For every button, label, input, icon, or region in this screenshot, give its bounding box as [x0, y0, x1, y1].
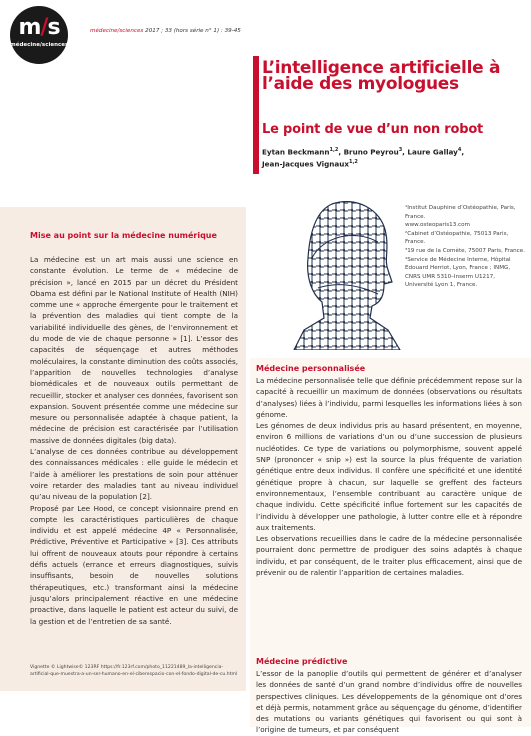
author-name: Bruno Peyrou: [343, 147, 399, 157]
article-title: L’intelligence artificielle à l’aide des myologues: [262, 58, 501, 94]
section-heading-digital-medicine: Mise au point sur la médecine numérique: [30, 231, 217, 240]
logo-letter-s: s: [47, 15, 60, 40]
right-body-text-2: [256, 668, 522, 736]
author-name: Jean-Jacques Vignaux: [262, 159, 349, 169]
paragraph: La médecine est un art mais aussi une science en constante évolution. Le terme de « médecine de précision », lancé en 2015 par un décret du Président Obama est défini par le National Institute of Health (NIH) comme une « approche émergente pour le traitement et la prévention des maladies qui tient compte de la variabilité individuelle des gènes, de l’environnement et du mode de vie de chaque personne » [1]. L’essor des capacités de séquençage et autres méthodes moléculaires, la constante diminution des coûts associés, l’apparition de nouvelles technologies d’analyse biomédicales et de nouveaux outils permettant de recueillir, stocker et analyser ces données, favorisent son expansion. Souvent présentée comme une médecine sur mesure ou personnalisée adaptée à chaque patient, la médecine de précision est caractérisée par l’utilisation massive de données digitales (big data).: [30, 255, 238, 445]
affiliation: ³19 rue de la Comète, 75007 Paris, France.: [405, 247, 525, 254]
logo-mark: [10, 15, 68, 40]
right-body-text: [256, 375, 522, 578]
author-list: Eytan Beckmann$^{1,2}$, Bruno Peyrou$^3$, Laure Gallay$^4$, Jean-Jacques Vignaux$^{1,2}$: [262, 147, 465, 169]
journal-reference: [90, 28, 241, 34]
journal-citation: 2017 ; 33 (hors série n° 1) : 39-45: [143, 28, 241, 34]
affiliation: ⁴Service de Médecine Interne, Hôpital Edouard Herriot, Lyon, France ; INMG, CNRS UMR 5310–Inserm U1217, Université Lyon 1, France.: [405, 256, 511, 289]
paragraph: Proposé par Lee Hood, ce concept visionnaire prend en compte les caractéristiques particulières de chaque individu et est appelé médecine 4P « Personnalisée, Prédictive, Préventive et Participative » [3]. Ces attributs lui offrent de nouveaux atouts pour répondre à certains défis actuels (errance et erreurs diagnostiques, suivis insuffisants, besoin de nouvelles solutions thérapeutiques, etc.) transformant ainsi la médecine jusqu’alors principalement réactive en une médecine proactive, dans laquelle le patient est acteur du suivi, de la gestion et de l’entretien de sa santé.: [30, 503, 238, 626]
affiliation: ¹Institut Dauphine d’Ostéopathie, Paris, France.: [405, 205, 516, 220]
author-affil-ref: 3: [398, 147, 403, 153]
journal-brand: médecine/sciences: [90, 28, 144, 34]
image-credit: Vignette © Lightwise© 123RF https://fr.123rf.com/photo_11221489_la-intelligencia-artificial-que-muestra-a-un-ser-humano-en-el-ciberespacio-con-el-fondo-digital-de-cu.html: [30, 665, 238, 677]
affiliation-url: www.osteoparis13.com: [405, 222, 470, 229]
paragraph: L’essor de la panoplie d’outils qui permettent de générer et d’analyser les données de santé d’un grand nombre d’individus offre de nouvelles perspectives cliniques. Les développements de la génomique ont d’ores et déjà permis, notamment grâce au séquençage du génome, d’identifier des mutations ou variants génétiques qui favorisent ou qui sont à l’origine de tumeurs, et par conséquent: [256, 669, 522, 735]
section-heading-predictive: Médecine prédictive: [256, 657, 348, 666]
paragraph: Les génomes de deux individus pris au hasard présentent, en moyenne, environ 6 millions de variations d’un ou d’une succession de plusieurs nucléotides. Ce type de variations ou polymorphisme, souvent appelé SNP (prononcer « snip ») est la source la plus fréquente de variation génétique entre deux individus. Il confère une spécificité et une identité génétique propre à chacun, sur laquelle se greffent des facteurs environnementaux, l’ensemble contribuant au caractère unique de chaque individu. Cette spécificité influe fortement sur les capacités de l’individu à développer une pathologie, à lutter contre elle et à répondre aux traitements.: [256, 421, 522, 532]
article-subtitle: Le point de vue d’un non robot: [262, 122, 484, 137]
author-affil-ref: 1,2: [348, 159, 358, 166]
affiliation: ²Cabinet d’Ostéopathie, 75013 Paris, France.: [405, 230, 509, 246]
title-accent-bar: [253, 56, 259, 174]
journal-logo: [10, 6, 68, 64]
logo-subtitle: médecine/sciences: [10, 42, 69, 48]
logo-letter-m: m: [18, 15, 41, 40]
paragraph: Les observations recueillies dans le cadre de la médecine personnalisée pourraient donc permettre de prodiguer des soins adaptés à chaque individu, et par conséquent, de le traiter plus efficacement, ainsi que de prévenir ou de ralentir l’apparition de certaines maladies.: [256, 534, 522, 578]
author-name: Eytan Beckmann: [262, 147, 330, 157]
author-affil-ref: 4: [457, 147, 462, 153]
paragraph: La médecine personnalisée telle que définie précédemment repose sur la capacité à recueillir un maximum de données (observations ou résultats d’analyses) liées à l’individu, parmi lesquelles les informations liées à son génome.: [256, 376, 522, 419]
paragraph: L’analyse de ces données contribue au développement des connaissances médicales : elle guide le médecin et l’aide à améliorer les prestations de soin pour atténuer voire retarder des maladies tant au niveau individuel qu’au niveau de la population [2].: [30, 447, 238, 502]
author-affil-ref: 1,2: [329, 147, 339, 153]
ai-head-illustration: [292, 198, 402, 350]
section-heading-personalized: Médecine personnalisée: [256, 364, 366, 373]
author-name: Laure Gallay: [407, 147, 458, 157]
left-body-text: [30, 254, 238, 627]
logo-slash: /: [40, 15, 48, 40]
affiliations: [405, 204, 525, 290]
